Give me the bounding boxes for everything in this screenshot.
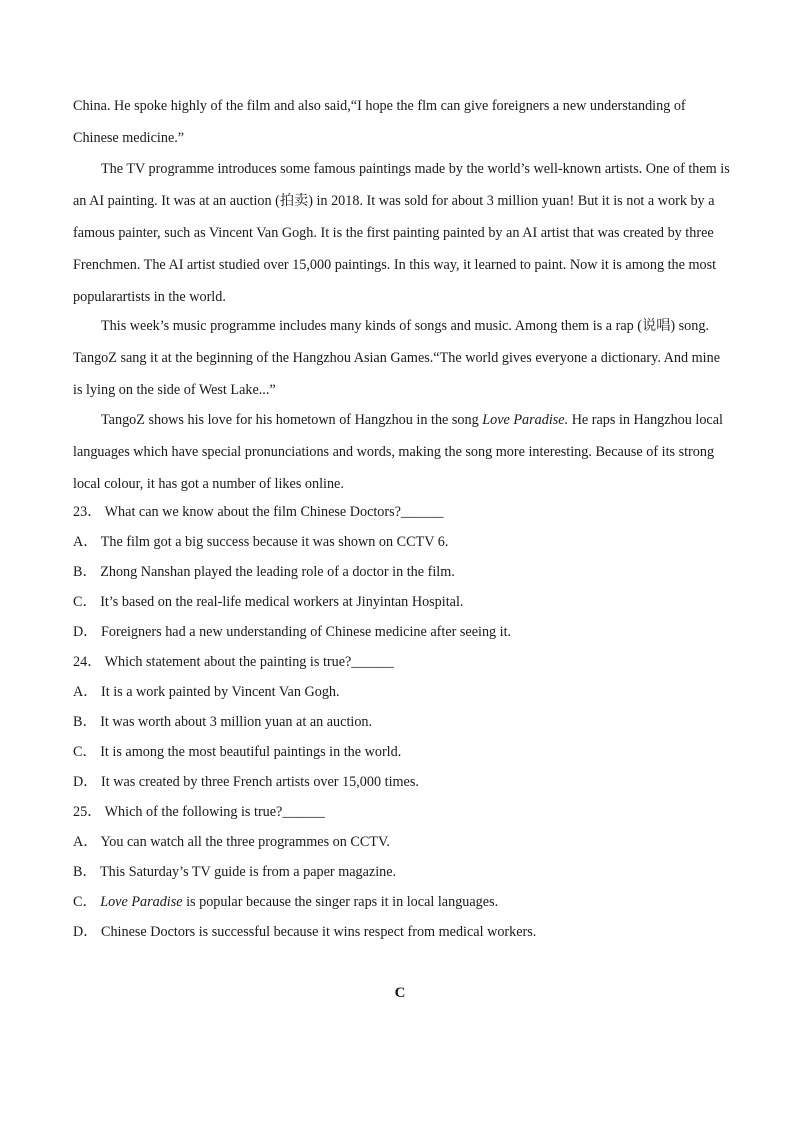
question-25-option-b: B． This Saturday’s TV guide is from a paper magazine. [73,864,397,880]
text-line: an AI painting. It was at an auction (拍卖) in 2018. It was sold for about 3 million yuan! But it is not a work by a [73,193,715,209]
question-25-option-c [73,887,498,917]
text-line: local colour, it has got a number of likes online. [73,476,344,492]
text-run: He raps in Hangzhou local [568,412,723,428]
question-25-option-d: D． Chinese Doctors is successful because it wins respect from medical workers. [73,924,537,940]
question-25-option-a: A． You can watch all the three programmes on CCTV. [73,834,390,850]
text-line: TangoZ sang it at the beginning of the Hangzhou Asian Games.“The world gives everyone a dictionary. And mine [73,350,720,366]
passage-paragraph-music [73,310,733,406]
question-24-option-b: B． It was worth about 3 million yuan at an auction. [73,714,373,730]
section-heading-c: C [394,985,406,1001]
option-text: is popular because the singer raps it in local languages. [182,894,499,910]
question-24-stem: 24． Which statement about the painting is true?______ [73,654,394,670]
question-24-option-c: C． It is among the most beautiful paintings in the world. [73,744,402,760]
text-line: This week’s music programme includes many kinds of songs and music. Among them is a rap (说唱) song. [101,318,710,334]
text-line: popularartists in the world. [73,289,226,305]
song-title-italic: Love Paradise. [482,412,569,428]
option-letter: C． [73,894,101,910]
text-line: China. He spoke highly of the film and also said,“I hope the flm can give foreigners a new understanding of [73,98,686,114]
question-23-option-b: B． Zhong Nanshan played the leading role of a doctor in the film. [73,564,455,580]
text-line: Chinese medicine.” [73,130,185,146]
question-23-stem: 23． What can we know about the film Chinese Doctors?______ [73,504,444,520]
text-run: TangoZ shows his love for his hometown of Hangzhou in the song [101,412,483,428]
text-line: famous painter, such as Vincent Van Gogh. It is the first painting painted by an AI artist that was created by three [73,225,714,241]
passage-paragraph-paintings [73,153,733,313]
passage-paragraph-tangoz [73,404,733,500]
passage-paragraph-continuation [73,90,733,154]
question-23-option-d: D． Foreigners had a new understanding of Chinese medicine after seeing it. [73,624,512,640]
text-line: Frenchmen. The AI artist studied over 15,000 paintings. In this way, it learned to paint. Now it is among the most [73,257,717,273]
question-23-option-c: C． It’s based on the real-life medical workers at Jinyintan Hospital. [73,594,464,610]
text-line [73,404,733,436]
question-24-option-d: D． It was created by three French artists over 15,000 times. [73,774,419,790]
question-23-option-a: A． The film got a big success because it was shown on CCTV 6. [73,534,449,550]
text-line: The TV programme introduces some famous paintings made by the world’s well-known artists. One of them is [101,161,730,177]
question-25-stem: 25． Which of the following is true?______ [73,804,325,820]
text-line: is lying on the side of West Lake...” [73,382,276,398]
text-line: languages which have special pronunciations and words, making the song more interesting. Because of its strong [73,444,715,460]
song-title-italic: Love Paradise [100,894,183,910]
question-24-option-a: A． It is a work painted by Vincent Van Gogh. [73,684,340,700]
